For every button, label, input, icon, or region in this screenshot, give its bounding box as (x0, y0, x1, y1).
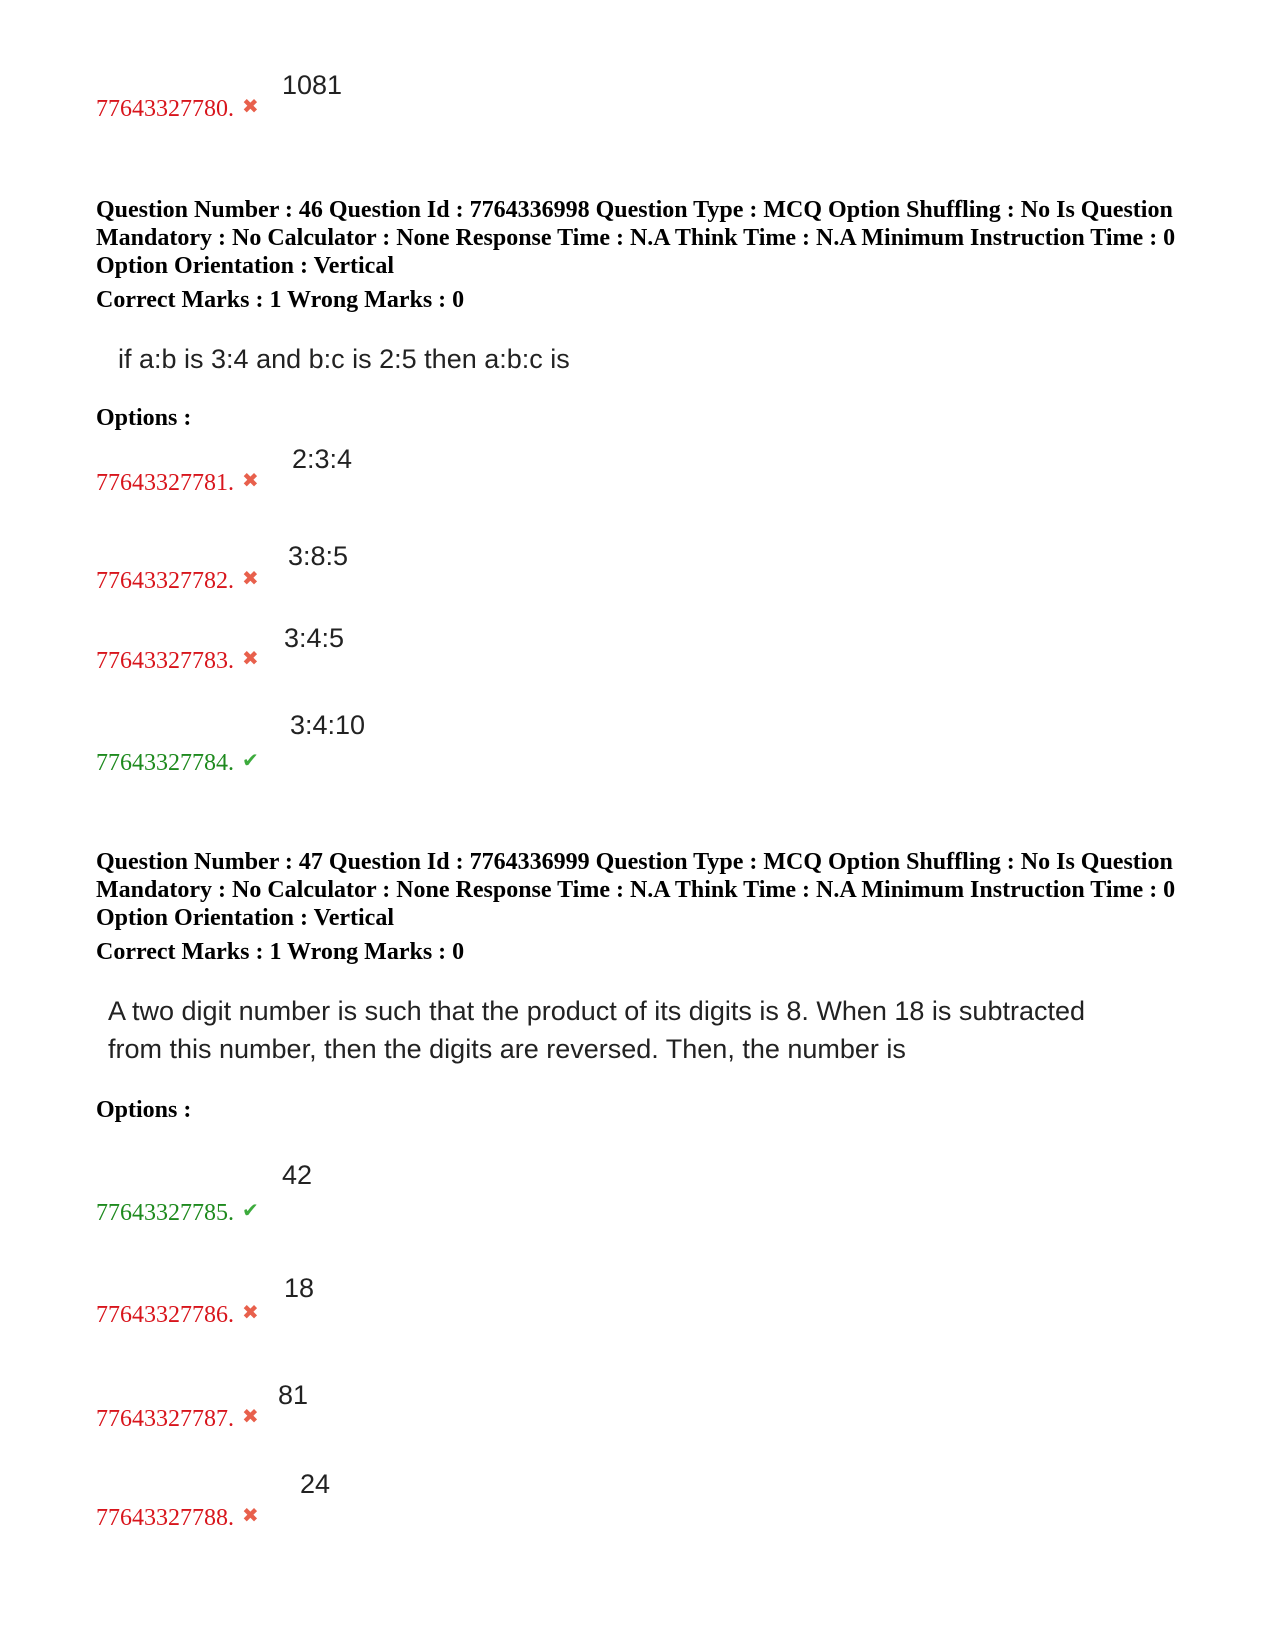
option-id-77643327787: 77643327787. ✖ (96, 1404, 259, 1432)
correct-check-icon: ✔ (242, 1198, 259, 1222)
option-id-77643327784: 77643327784. ✔ (96, 748, 259, 776)
question-47-text-line-1: A two digit number is such that the product of its digits is 8. When 18 is subtracted (108, 996, 1085, 1026)
wrong-mark-icon: ✖ (242, 1300, 259, 1324)
question-47-meta: Question Number : 47 Question Id : 7764336999 Question Type : MCQ Option Shuffling : No Is Question Mandatory : No Calculator : None Response Time : N.A Think Time : N.A Minimum Instruction Time : 0 Option Orientation : Vertical (96, 849, 1176, 931)
option-value: 24 (300, 1469, 331, 1499)
wrong-mark-icon: ✖ (242, 646, 259, 670)
option-value: 3:4:10 (290, 710, 366, 740)
question-47-options-label: Options : (96, 1097, 192, 1123)
wrong-mark-icon: ✖ (242, 468, 259, 492)
option-value: 81 (278, 1380, 309, 1410)
question-47-text-line-2: from this number, then the digits are reversed. Then, the number is (108, 1034, 906, 1064)
option-value: 1081 (282, 70, 343, 100)
option-id-77643327785: 77643327785. ✔ (96, 1198, 259, 1226)
option-value: 2:3:4 (292, 444, 353, 474)
option-value: 3:4:5 (284, 623, 345, 653)
option-value: 18 (284, 1273, 315, 1303)
option-id-77643327782: 77643327782. ✖ (96, 566, 259, 594)
question-46-text: if a:b is 3:4 and b:c is 2:5 then a:b:c is (118, 344, 570, 374)
option-value: 42 (282, 1160, 313, 1190)
wrong-mark-icon: ✖ (242, 94, 259, 118)
wrong-mark-icon: ✖ (242, 1503, 259, 1527)
wrong-mark-icon: ✖ (242, 1404, 259, 1428)
option-id-77643327788: 77643327788. ✖ (96, 1503, 259, 1531)
question-46-marks: Correct Marks : 1 Wrong Marks : 0 (96, 287, 465, 313)
question-46-options-label: Options : (96, 405, 192, 431)
wrong-mark-icon: ✖ (242, 566, 259, 590)
option-id-77643327786: 77643327786. ✖ (96, 1300, 259, 1328)
option-value: 3:8:5 (288, 541, 349, 571)
option-id-77643327780: 77643327780. ✖ (96, 94, 259, 122)
question-47-marks: Correct Marks : 1 Wrong Marks : 0 (96, 939, 465, 965)
question-46-meta: Question Number : 46 Question Id : 7764336998 Question Type : MCQ Option Shuffling : No Is Question Mandatory : No Calculator : None Response Time : N.A Think Time : N.A Minimum Instruction Time : 0 Option Orientation : Vertical (96, 197, 1176, 279)
correct-check-icon: ✔ (242, 748, 259, 772)
option-id-77643327781: 77643327781. ✖ (96, 468, 259, 496)
option-id-77643327783: 77643327783. ✖ (96, 646, 259, 674)
